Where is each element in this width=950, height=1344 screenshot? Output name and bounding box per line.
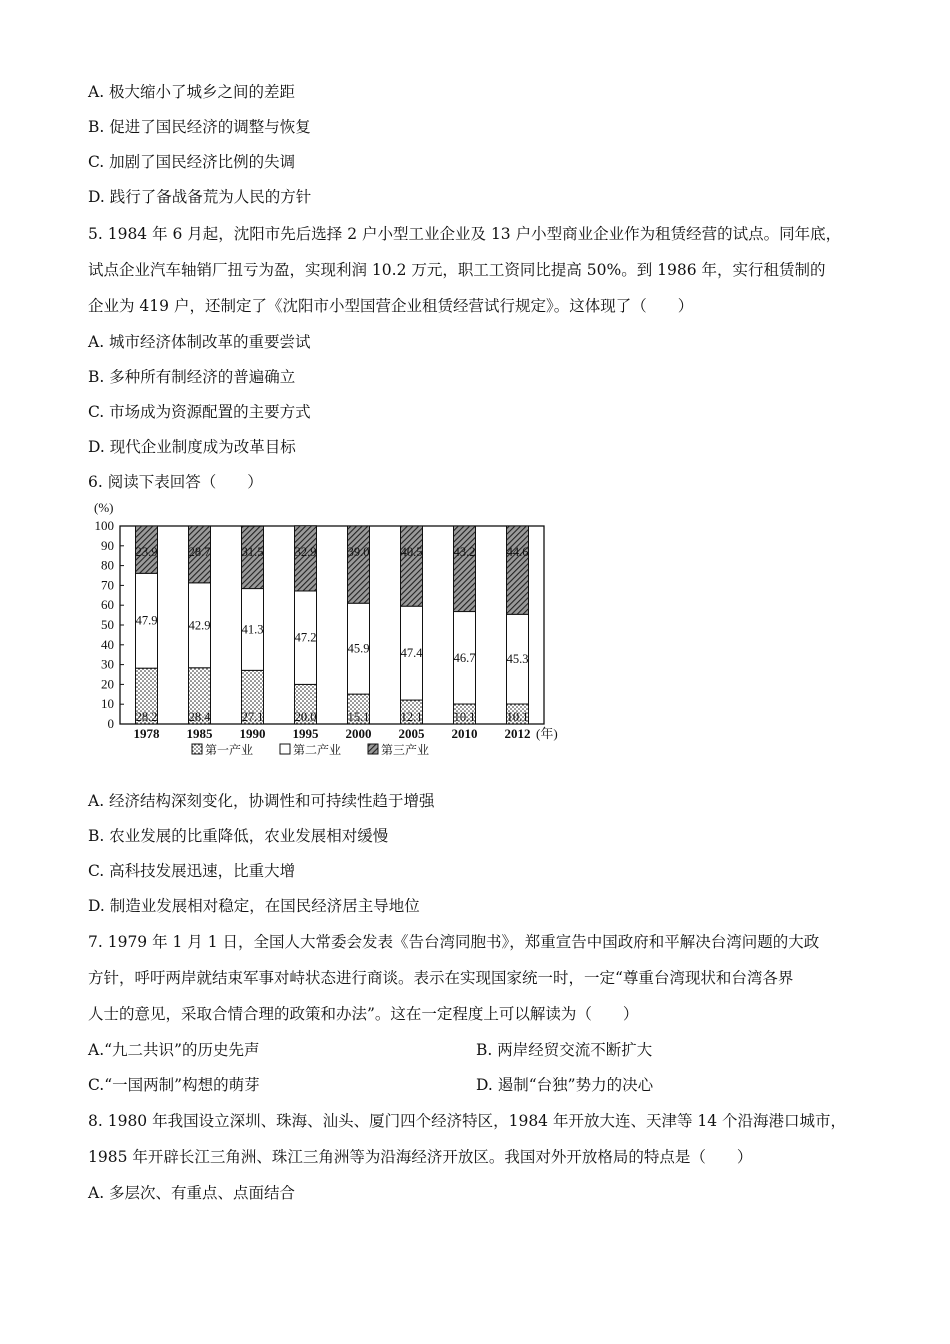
text-line: 6. 阅读下表回答（ ） — [88, 473, 263, 491]
x-tick-label: 1990 — [239, 726, 266, 741]
x-tick-label: 2005 — [398, 726, 425, 741]
percent-unit-label: (%) — [94, 500, 114, 515]
x-tick-label: 2000 — [345, 726, 372, 741]
text-line: C. 高科技发展迅速，比重大增 — [88, 862, 296, 880]
chart-axes — [95, 518, 545, 731]
plot-frame — [120, 526, 544, 724]
q7-option-a: A.“九二共识”的历史先声 — [88, 1041, 260, 1059]
text-line: D. 践行了备战备荒为人民的方针 — [88, 188, 312, 206]
bar-value-label: 15.1 — [347, 710, 370, 724]
text-line: D. 现代企业制度成为改革目标 — [88, 438, 296, 456]
bar-value-label: 28.2 — [135, 710, 158, 724]
bar-value-label: 46.7 — [453, 650, 476, 665]
y-tick-label: 0 — [107, 716, 114, 731]
text-line: A. 经济结构深刻变化，协调性和可持续性趋于增强 — [88, 792, 435, 810]
text-line: 7. 1979 年 1 月 1 日，全国人大常委会发表《告台湾同胞书》，郑重宣告中国政府和平解决台湾问题的大政 — [88, 933, 820, 951]
bar-value-label: 28.7 — [188, 545, 211, 559]
bar-value-label: 43.2 — [453, 545, 476, 559]
legend-swatch — [368, 744, 378, 754]
bar-segment — [401, 526, 423, 606]
text-line: D. 制造业发展相对稳定，在国民经济居主导地位 — [88, 897, 420, 915]
bar-value-label: 39.0 — [347, 545, 370, 559]
bar-value-label: 10.1 — [453, 710, 476, 724]
legend-swatch — [280, 744, 290, 754]
x-tick-label: 1985 — [186, 726, 213, 741]
text-line: A. 城市经济体制改革的重要尝试 — [88, 333, 311, 351]
text-line: C. 市场成为资源配置的主要方式 — [88, 403, 311, 421]
y-tick-label: 40 — [101, 636, 114, 652]
legend-swatch — [192, 744, 202, 754]
legend-label: 第二产业 — [293, 743, 342, 757]
text-line: 方针，呼吁两岸就结束军事对峙状态进行商谈。表示在实现国家统一时，一定“尊重台湾现状和台湾各界 — [88, 969, 794, 987]
bar-value-label: 31.5 — [241, 545, 264, 560]
bar-value-label: 40.5 — [400, 545, 423, 559]
bar-value-label: 28.4 — [188, 710, 211, 724]
q7-option-d: D. 遏制“台独”势力的决心 — [476, 1076, 654, 1094]
text-line: B. 多种所有制经济的普遍确立 — [88, 368, 296, 386]
y-tick-label: 20 — [101, 676, 114, 692]
bar-segment — [454, 526, 476, 612]
bar-value-label: 45.3 — [506, 652, 529, 667]
x-tick-label: 2010 — [451, 726, 478, 741]
bar-value-label: 47.9 — [135, 613, 158, 628]
x-tick-label: 1978 — [133, 726, 160, 741]
bar-value-label: 10.1 — [506, 710, 529, 724]
legend-label: 第三产业 — [381, 743, 430, 757]
y-tick-label: 50 — [101, 617, 114, 632]
bar-value-label: 45.9 — [347, 641, 370, 656]
bar-value-label: 42.9 — [188, 618, 211, 633]
bar-value-label: 47.4 — [400, 646, 423, 661]
q7-option-c: C.“一国两制”构想的萌芽 — [88, 1076, 260, 1094]
text-line: 1985 年开辟长江三角洲、珠江三角洲等为沿海经济开放区。我国对外开放格局的特点是（ ） — [88, 1148, 753, 1166]
y-tick-label: 80 — [101, 557, 114, 573]
text-line: A. 多层次、有重点、点面结合 — [88, 1184, 296, 1202]
chart-bars — [136, 526, 529, 724]
y-tick-label: 90 — [101, 537, 114, 553]
legend-label: 第一产业 — [205, 743, 254, 757]
x-tick-label: 1995 — [292, 726, 319, 741]
text-line: B. 促进了国民经济的调整与恢复 — [88, 118, 311, 136]
q7-option-b: B. 两岸经贸交流不断扩大 — [476, 1041, 653, 1059]
bar-value-label: 44.6 — [506, 545, 529, 559]
y-tick-label: 30 — [101, 656, 114, 672]
x-tick-labels — [134, 726, 531, 741]
text-line: 试点企业汽车轴销厂扭亏为盈，实现利润 10.2 万元，职工工资同比提高 50%。到 1986 年，实行租赁制的 — [88, 261, 826, 279]
y-tick-label: 60 — [101, 597, 114, 613]
text-line: 5. 1984 年 6 月起，沈阳市先后选择 2 户小型工业企业及 13 户小型商业企业作为租赁经营的试点。同年底， — [88, 225, 842, 243]
bar-segment — [348, 526, 370, 603]
industry-structure-chart — [84, 498, 584, 768]
year-unit-label: (年) — [536, 726, 558, 741]
chart-legend — [192, 742, 429, 757]
text-line: B. 农业发展的比重降低，农业发展相对缓慢 — [88, 827, 389, 845]
x-tick-label: 2012 — [504, 726, 531, 741]
bar-value-label: 27.1 — [241, 710, 264, 724]
text-line: A. 极大缩小了城乡之间的差距 — [88, 83, 296, 101]
bar-value-label: 20.0 — [294, 710, 317, 724]
text-line: 8. 1980 年我国设立深圳、珠海、汕头、厦门四个经济特区，1984 年开放大连、天津等 14 个沿海港口城市， — [88, 1112, 847, 1130]
text-line: C. 加剧了国民经济比例的失调 — [88, 153, 296, 171]
y-tick-label: 10 — [101, 696, 114, 712]
y-tick-label: 70 — [101, 577, 114, 593]
bar-segment — [507, 526, 529, 614]
bar-value-label: 32.9 — [294, 544, 317, 559]
text-line: 企业为 419 户，还制定了《沈阳市小型国营企业租赁经营试行规定》。这体现了（ ） — [88, 297, 694, 315]
bar-value-label: 23.9 — [135, 545, 158, 559]
bar-value-label: 12.1 — [400, 710, 423, 724]
bar-value-label: 41.3 — [241, 622, 264, 637]
text-line: 人士的意见，采取合情合理的政策和办法”。这在一定程度上可以解读为（ ） — [88, 1005, 639, 1023]
bar-value-label: 47.2 — [294, 630, 317, 645]
y-tick-label: 100 — [94, 518, 114, 533]
